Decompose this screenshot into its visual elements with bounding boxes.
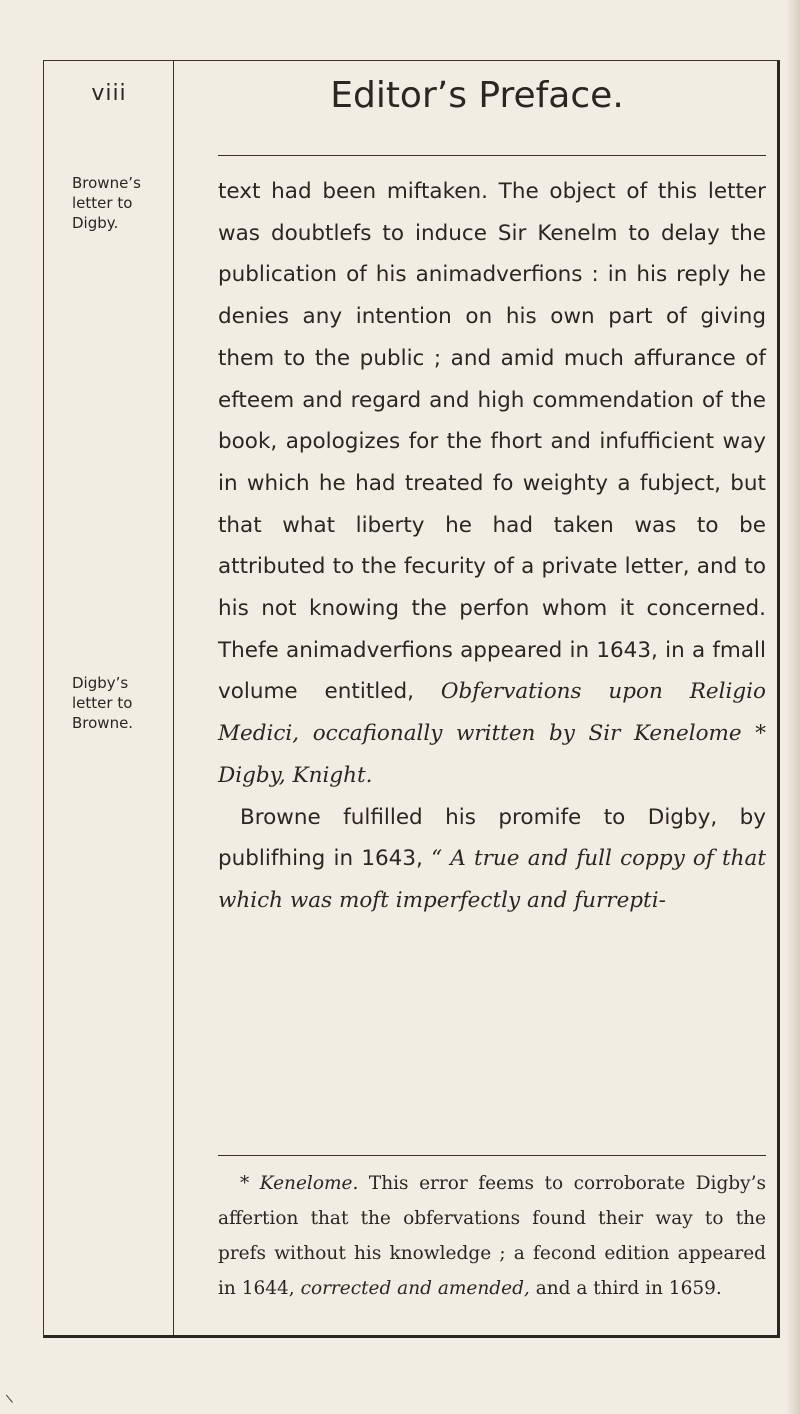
page-frame	[43, 60, 780, 1338]
footnote-lead: * Kenelome.	[240, 1173, 359, 1194]
paragraph-1-text: text had been miftaken. The object of this letter was doubtlefs to induce Sir Kenelm to delay the publication of his animadverfions : in his reply he denies any intention on his own part of giving them to the public ; and amid much affurance of efteem and regard and high commendation of the book, apologizes for the fhort and infufficient way in which he had treated fo weighty a fubject, but that what liberty he had taken was to be attributed to the fecurity of a private letter, and to his not knowing the perfon whom it concerned. Thefe animadverfions appeared in 1643, in a fmall volume entitled,	[218, 179, 766, 705]
scan-edge-shadow	[786, 0, 800, 1414]
margin-note-digby-letter: Digby’s letter to Browne.	[72, 674, 134, 732]
header-rule	[218, 155, 766, 156]
stray-mark	[5, 1395, 13, 1404]
footnote-rule	[218, 1155, 766, 1156]
page-number: viii	[91, 81, 127, 106]
footnote	[218, 1166, 766, 1306]
footnote-paragraph	[218, 1166, 766, 1306]
footnote-italic-2: corrected and amended,	[300, 1278, 530, 1299]
margin-note-browne-letter: Browne’s letter to Digby.	[72, 174, 141, 232]
quoted-title-italic: “ A true and full coppy of that which was moft imperfectly and furrepti-	[218, 846, 766, 913]
footnote-text-1: This error feems to corroborate Digby’s affertion that the obfervations found their way to the prefs without his knowledge ; a fecond edition appeared in 1644,	[218, 1173, 766, 1299]
footnote-text-3: and a third in 1659.	[535, 1278, 722, 1299]
margin-column	[44, 61, 174, 1335]
paragraph-2-text: Browne fulfilled his promife to Digby, by publifhing in 1643,	[218, 804, 766, 872]
body-paragraph-2	[218, 797, 766, 922]
main-text	[218, 171, 766, 922]
running-title: Editor’s Preface.	[330, 75, 624, 116]
book-title-italic: Obfervations upon Religio Medici, occafionally written by Sir Kenelome * Digby, Knight.	[218, 679, 766, 788]
body-paragraph-1	[218, 171, 766, 797]
